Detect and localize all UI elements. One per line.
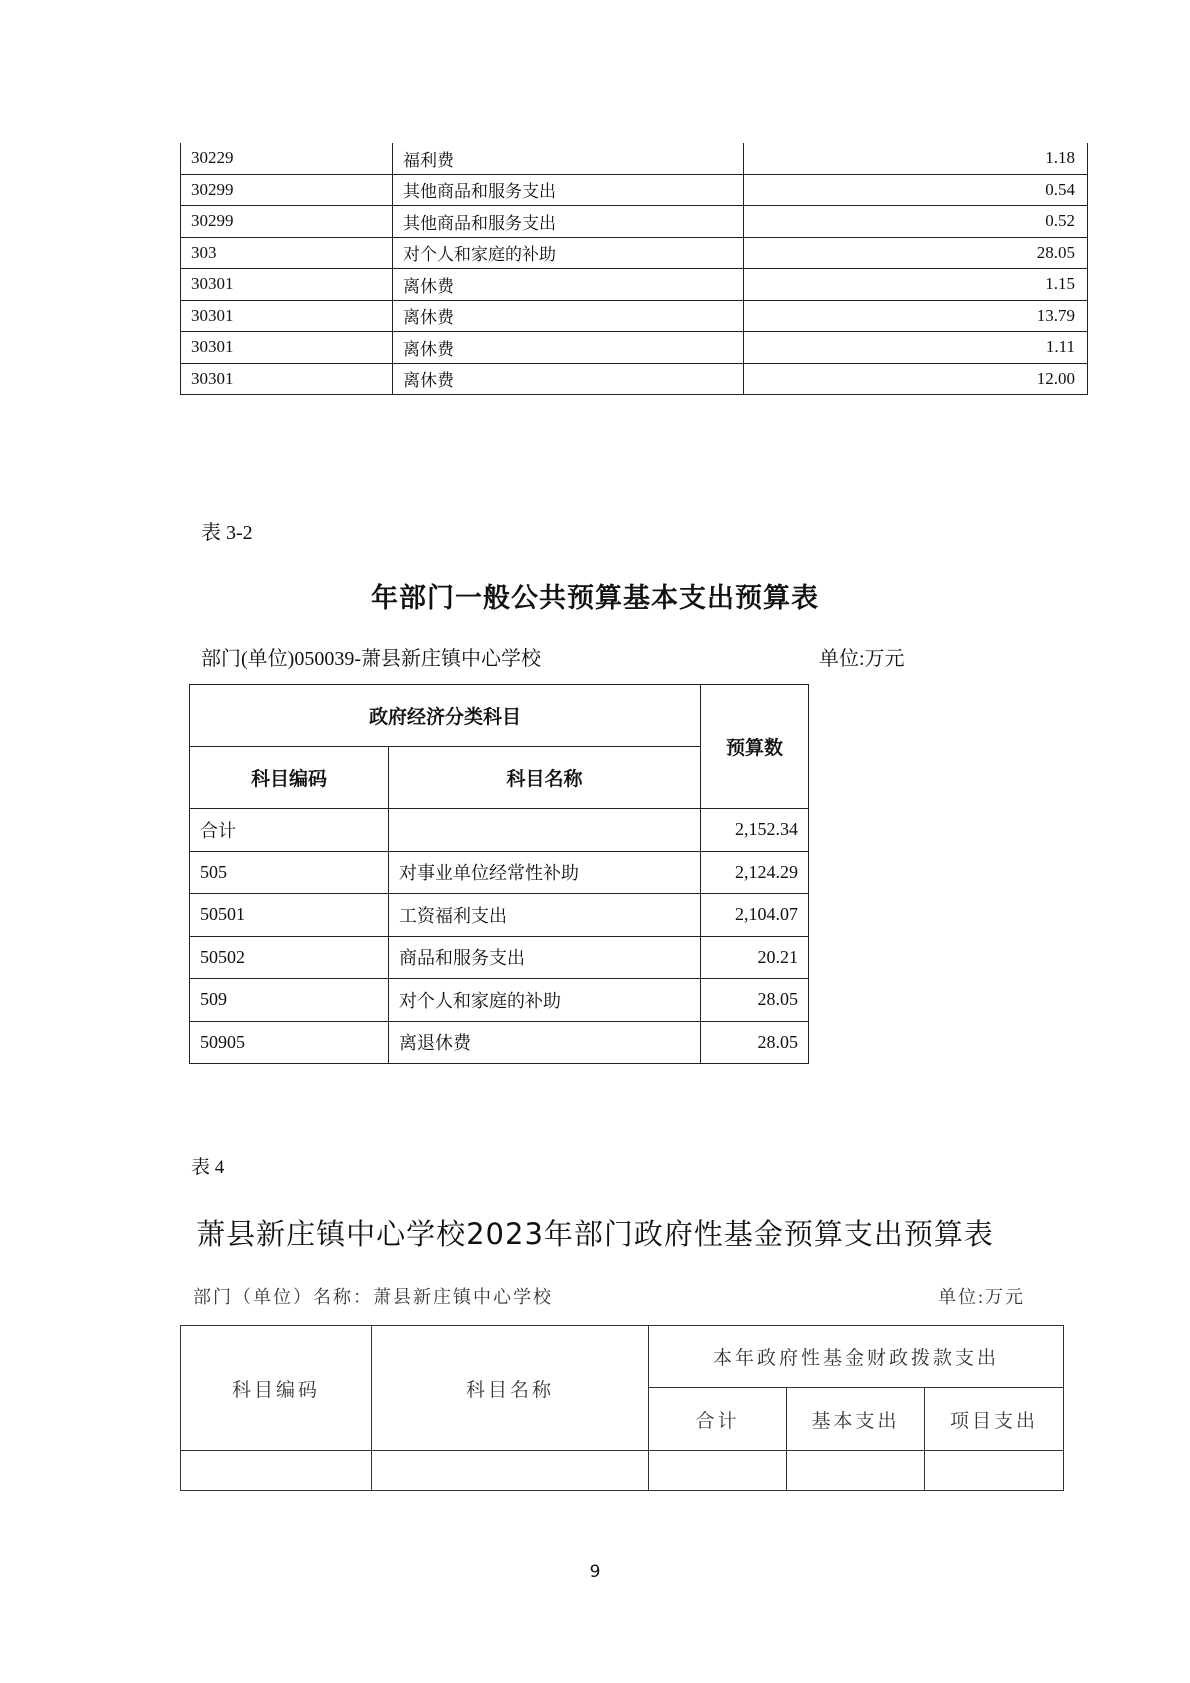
- subject-code: 509: [190, 979, 389, 1022]
- table-4-unit: 单位:万元: [938, 1287, 1026, 1307]
- table-row: [190, 894, 809, 937]
- subject-name: 对事业单位经常性补助: [389, 851, 701, 894]
- page-number: 9: [589, 1562, 601, 1582]
- subject-code: 50905: [190, 1021, 389, 1064]
- project-expenditure: [925, 1451, 1064, 1491]
- budget-amount: 20.21: [701, 936, 809, 979]
- table-3-2-label: 表 3-2: [201, 522, 253, 544]
- table-row: [181, 143, 1088, 174]
- basic-expenditure: [787, 1451, 925, 1491]
- subject-code: 合计: [190, 809, 389, 852]
- subject-name: 福利费: [393, 143, 744, 174]
- amount: 12.00: [744, 363, 1088, 395]
- subject-name: 离休费: [393, 300, 744, 332]
- table-row: [181, 1451, 1064, 1491]
- table-4-label: 表 4: [191, 1157, 225, 1178]
- subject-name: 离退休费: [389, 1021, 701, 1064]
- table-3-2-title: 年部门一般公共预算基本支出预算表: [371, 583, 819, 614]
- budget-amount: 2,104.07: [701, 894, 809, 937]
- subject-code: 505: [190, 851, 389, 894]
- subject-name: 离休费: [393, 269, 744, 301]
- total: [649, 1451, 787, 1491]
- subject-name: 商品和服务支出: [389, 936, 701, 979]
- amount: 0.52: [744, 206, 1088, 238]
- table-3-2-unit: 单位:万元: [819, 648, 905, 670]
- header-subject-code: 科目编码: [181, 1326, 372, 1451]
- amount: 13.79: [744, 300, 1088, 332]
- header-subject-code: 科目编码: [190, 747, 389, 809]
- subject-code: 30229: [181, 143, 393, 174]
- table-3-1-continued: [180, 143, 1088, 395]
- budget-amount: 28.05: [701, 979, 809, 1022]
- subject-name: 对个人和家庭的补助: [389, 979, 701, 1022]
- table-row: [181, 269, 1088, 301]
- table-row: [181, 300, 1088, 332]
- table-3-2: [189, 684, 809, 1064]
- table-3-2-department: 部门(单位)050039-萧县新庄镇中心学校: [201, 648, 541, 670]
- table-row: [190, 1021, 809, 1064]
- subject-name: 离休费: [393, 363, 744, 395]
- amount: 1.11: [744, 332, 1088, 364]
- subject-code: [181, 1451, 372, 1491]
- budget-amount: 28.05: [701, 1021, 809, 1064]
- header-subject-name: 科目名称: [372, 1326, 649, 1451]
- table-row: [181, 174, 1088, 206]
- header-basic-expenditure: 基本支出: [787, 1388, 925, 1451]
- subject-code: 30301: [181, 269, 393, 301]
- table-row: [190, 851, 809, 894]
- table-4: [180, 1325, 1064, 1491]
- amount: 0.54: [744, 174, 1088, 206]
- header-project-expenditure: 项目支出: [925, 1388, 1064, 1451]
- subject-name: [372, 1451, 649, 1491]
- table-row: [181, 206, 1088, 238]
- subject-code: 50501: [190, 894, 389, 937]
- subject-name: [389, 809, 701, 852]
- budget-amount: 2,124.29: [701, 851, 809, 894]
- subject-code: 30299: [181, 206, 393, 238]
- amount: 1.15: [744, 269, 1088, 301]
- header-economic-classification: 政府经济分类科目: [190, 685, 701, 747]
- table-row: [181, 332, 1088, 364]
- subject-code: 30301: [181, 300, 393, 332]
- table-row: [181, 237, 1088, 269]
- table-row: [190, 979, 809, 1022]
- header-subject-name: 科目名称: [389, 747, 701, 809]
- subject-code: 303: [181, 237, 393, 269]
- subject-code: 30301: [181, 363, 393, 395]
- subject-name: 工资福利支出: [389, 894, 701, 937]
- table-4-title: 萧县新庄镇中心学校2023年部门政府性基金预算支出预算表: [196, 1217, 994, 1251]
- budget-amount: 2,152.34: [701, 809, 809, 852]
- header-fund-expenditure: 本年政府性基金财政拨款支出: [649, 1326, 1064, 1388]
- subject-code: 30299: [181, 174, 393, 206]
- subject-name: 其他商品和服务支出: [393, 206, 744, 238]
- header-total: 合计: [649, 1388, 787, 1451]
- table-row: [190, 809, 809, 852]
- subject-name: 离休费: [393, 332, 744, 364]
- subject-code: 50502: [190, 936, 389, 979]
- amount: 28.05: [744, 237, 1088, 269]
- amount: 1.18: [744, 143, 1088, 174]
- table-4-department: 部门（单位）名称：萧县新庄镇中心学校: [193, 1287, 553, 1307]
- subject-code: 30301: [181, 332, 393, 364]
- subject-name: 对个人和家庭的补助: [393, 237, 744, 269]
- header-budget-amount: 预算数: [701, 685, 809, 809]
- table-row: [181, 363, 1088, 395]
- table-row: [190, 936, 809, 979]
- subject-name: 其他商品和服务支出: [393, 174, 744, 206]
